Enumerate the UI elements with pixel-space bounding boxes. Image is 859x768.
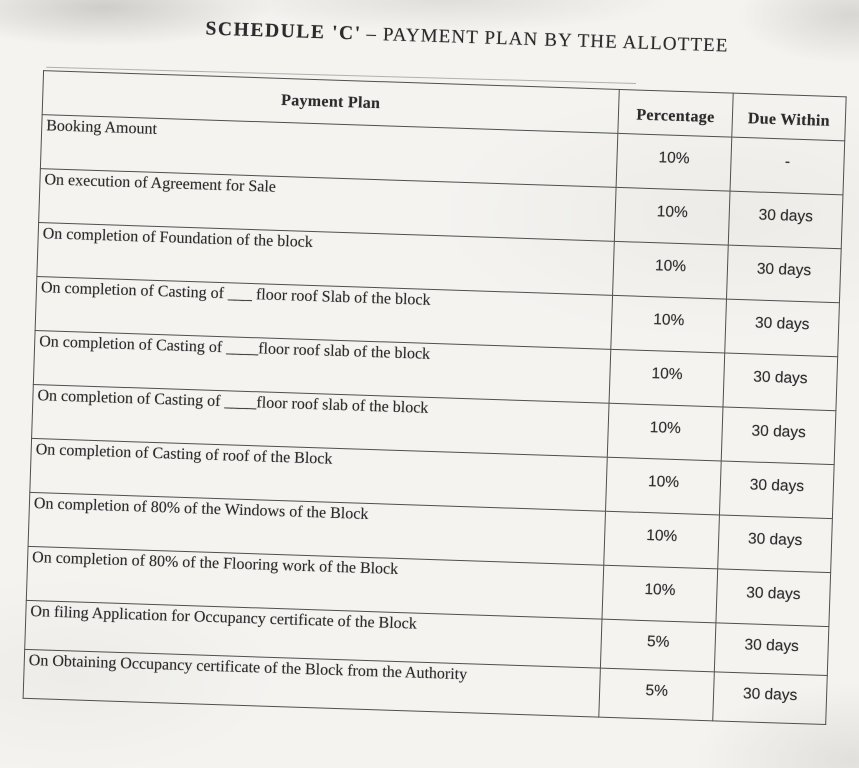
payment-plan-cell: On execution of Agreement for Sale — [39, 169, 616, 242]
payment-plan-cell: On filing Application for Occupancy certificate of the Block — [25, 600, 602, 668]
page-title-schedule: SCHEDULE 'C' — [205, 18, 363, 45]
due-within-cell: 30 days — [718, 515, 833, 573]
percentage-cell: 10% — [609, 349, 725, 407]
payment-plan-cell: On completion of Casting of ___ floor roof Slab of the block — [35, 277, 612, 350]
percentage-cell: 5% — [600, 619, 716, 672]
payment-plan-cell: On completion of Casting of ____floor roof slab of the block — [33, 331, 610, 404]
due-within-cell: 30 days — [714, 623, 829, 676]
due-within-cell: - — [730, 137, 845, 195]
payment-plan-table — [23, 70, 847, 725]
payment-plan-cell: Booking Amount — [40, 115, 617, 188]
due-within-cell: 30 days — [721, 407, 836, 465]
due-within-cell: 30 days — [726, 245, 841, 303]
percentage-cell: 10% — [616, 133, 732, 191]
payment-plan-cell: On completion of Foundation of the block — [37, 223, 614, 296]
due-within-cell: 30 days — [723, 353, 838, 411]
percentage-cell: 10% — [614, 187, 730, 245]
payment-plan-cell: On completion of Casting of roof of the Block — [30, 438, 607, 511]
percentage-cell: 10% — [602, 565, 718, 623]
header-due-within: Due Within — [732, 93, 846, 141]
document — [18, 12, 852, 725]
header-percentage: Percentage — [618, 89, 733, 137]
payment-plan-cell: On completion of Casting of ____floor roof slab of the block — [32, 384, 609, 457]
due-within-cell: 30 days — [716, 569, 831, 627]
payment-plan-cell: On completion of 80% of the Windows of the Block — [28, 492, 605, 565]
due-within-cell: 30 days — [728, 191, 843, 249]
percentage-cell: 10% — [613, 241, 729, 299]
percentage-cell: 10% — [604, 511, 720, 569]
header-payment-plan: Payment Plan — [42, 71, 619, 134]
page-title — [205, 17, 851, 62]
due-within-cell: 30 days — [719, 461, 834, 519]
percentage-cell: 10% — [611, 295, 727, 353]
due-within-cell: 30 days — [713, 672, 828, 725]
payment-plan-cell: On Obtaining Occupancy certificate of the Block from the Authority — [23, 649, 600, 717]
percentage-cell: 10% — [606, 457, 722, 515]
percentage-cell: 5% — [599, 668, 715, 721]
due-within-cell: 30 days — [725, 299, 840, 357]
payment-plan-cell: On completion of 80% of the Flooring work of the Block — [26, 546, 603, 619]
page-title-subtitle: – PAYMENT PLAN BY THE ALLOTTEE — [366, 23, 729, 57]
percentage-cell: 10% — [607, 403, 723, 461]
